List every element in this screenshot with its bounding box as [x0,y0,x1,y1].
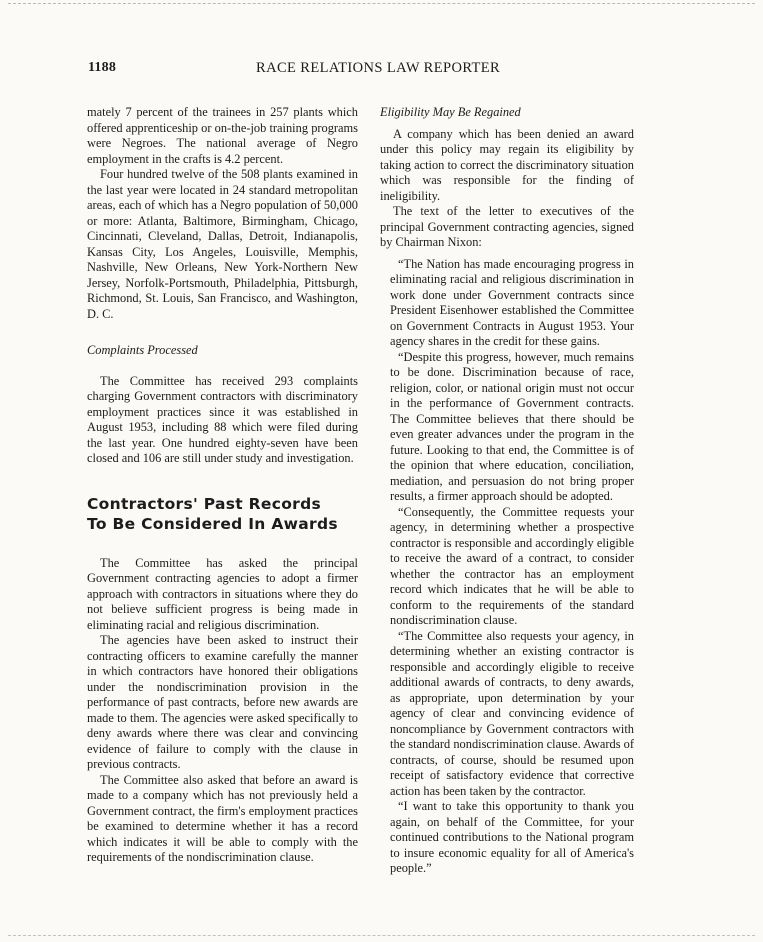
scan-edge-bottom [8,935,755,936]
paragraph: The Committee has asked the principal Government contracting agencies to adopt a firmer approach with contractors in situations where they do not believe sufficient progress is being made in eliminating racial and religious discrimination. [87,555,358,632]
letter-quote [380,257,634,877]
running-head: RACE RELATIONS LAW REPORTER [256,60,501,76]
section-heading-line: To Be Considered In Awards [87,514,338,533]
quote-paragraph: “Despite this progress, however, much remains to be done. Discrimination because of race, religion, color, or national origin must not occur in the performance of Government contracts. The Committee believes that there should be even greater advances under the program in the future. Looking to that end, the Committee is of the opinion that where education, conciliation, mediation, and persuasion do not bring proper results, a firmer approach should be adopted. [390,349,634,503]
left-column [87,105,358,866]
paragraph: A company which has been denied an award under this policy may regain its eligibility by taking action to correct the discriminatory situation which was responsible for the finding of ineligibility. [380,126,634,203]
quote-paragraph: “The Nation has made encouraging progress in eliminating racial and religious discrimination in work done under Government contracts since President Eisenhower established the Committee on Government Contracts in August 1953. Your agency shares in the credit for these gains. [390,256,634,348]
paragraph: The text of the letter to executives of the principal Government contracting agencies, signed by Chairman Nixon: [380,204,634,249]
page-number: 1188 [88,60,117,75]
quote-paragraph: “I want to take this opportunity to thank you again, on behalf of the Committee, for your continued contributions to the National program to insure economic equality for all of America's people.” [390,799,634,875]
paragraph: The Committee also asked that before an award is made to a company which has not previously held a Government contract, the firm's employment practices be examined to determine whether it has a record which indicates it will be able to comply with the requirements of the nondiscrimination clause. [87,772,358,864]
section-heading-line: Contractors' Past Records [87,494,322,513]
section-heading [87,494,358,534]
quote-paragraph: “The Committee also requests your agency, in determining whether an existing contractor is responsible and accordingly eligible to receive additional awards of contracts, to deny awards, as appropriate, upon determination by your agency of clear and convincing evidence of noncompliance by Government contractors with the standard nondiscrimination clause. Awards of contracts, of course, should be resumed upon receipt of satisfactory evidence that corrective action has been taken by the contractor. [390,628,634,798]
subheading-complaints: Complaints Processed [87,343,198,357]
scan-edge-top [8,3,755,4]
right-column [380,105,634,877]
page-header [88,60,662,80]
paragraph: The Committee has received 293 complaints charging Government contractors with discriminatory employment practices since it was established in August 1953, including 88 which were filed during the last year. One hundred eighty-seven have been closed and 106 are still under study and investigation. [87,373,358,465]
subheading-eligibility: Eligibility May Be Regained [380,105,521,119]
paragraph: mately 7 percent of the trainees in 257 plants which offered apprenticeship or on-the-job training programs were Negroes. The national average of Negro employment in the crafts is 4.2 percent. [87,105,358,166]
paragraph: The agencies have been asked to instruct their contracting officers to examine carefully the manner in which contractors have honored their obligations under the nondiscrimination provision in the performance of past contracts, before new awards are made to them. The agencies were asked specifically to deny awards where there was clear and convincing evidence of failure to comply with the clause in previous contracts. [87,633,358,771]
quote-paragraph: “Consequently, the Committee requests your agency, in determining whether a prospective contractor is responsible and accordingly eligible to receive the award of a contract, to consider whether the contractor has an employment record which indicates that he will be able to conform to the requirements of the standard nondiscrimination clause. [390,504,634,627]
paragraph: Four hundred twelve of the 508 plants examined in the last year were located in 24 standard metropolitan areas, each of which has a Negro population of 50,000 or more: Atlanta, Baltimore, Birmingham, Chicago, Cincinnati, Cleveland, Dallas, Detroit, Indianapolis, Kansas City, Los Angeles, Louisville, Memphis, Nashville, New Orleans, New York-Northern New Jersey, Norfolk-Portsmouth, Philadelphia, Pittsburgh, Richmond, St. Louis, San Francisco, and Washington, D. C. [87,167,358,321]
